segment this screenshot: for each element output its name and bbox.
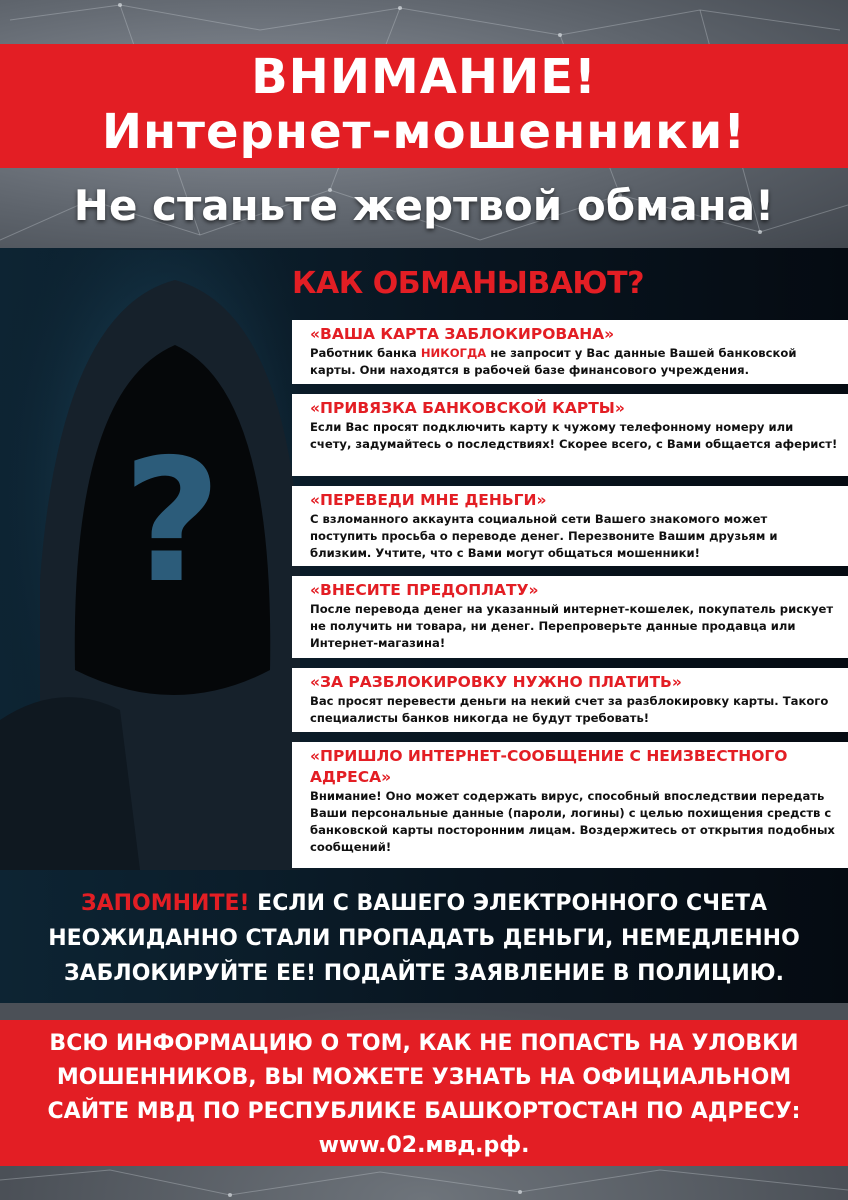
- scam-card-title: «ЗА РАЗБЛОКИРОВКУ НУЖНО ПЛАТИТЬ»: [310, 673, 682, 691]
- scam-card: [292, 668, 848, 732]
- highlight-never: НИКОГДА: [420, 346, 487, 360]
- scam-card: [292, 320, 848, 384]
- info-banner: [0, 1020, 848, 1166]
- scam-card-text: После перевода денег на указанный интернет-кошелек, покупатель рискует не получить ни товара, ни денег. Перепроверьте данные продавца или Интернет-магазина!: [310, 602, 834, 650]
- info-line-2: МОШЕННИКОВ, ВЫ МОЖЕТЕ УЗНАТЬ НА ОФИЦИАЛЬНОМ: [56, 1065, 792, 1090]
- scam-card-title: «ПРИШЛО ИНТЕРНЕТ-СООБЩЕНИЕ С НЕИЗВЕСТНОГО АДРЕСА»: [310, 747, 788, 786]
- scam-card-text: Вас просят перевести деньги на некий счет за разблокировку карты. Такого специалисты банков никогда не будут требовать!: [310, 694, 829, 725]
- scam-card-title: «ВНЕСИТЕ ПРЕДОПЛАТУ»: [310, 581, 539, 599]
- scam-card-title: «ПРИВЯЗКА БАНКОВСКОЙ КАРТЫ»: [310, 399, 625, 417]
- scam-card-text: Если Вас просят подключить карту к чужому телефонному номеру или счету, задумайтесь о последствиях! Скорее всего, с Вами общается аферист!: [310, 420, 838, 451]
- scam-card: [292, 486, 848, 566]
- remember-text: ЕСЛИ С ВАШЕГО ЭЛЕКТРОННОГО СЧЕТА НЕОЖИДАННО СТАЛИ ПРОПАДАТЬ ДЕНЬГИ, НЕМЕДЛЕННО ЗАБЛОКИРУЙТЕ ЕЕ! ПОДАЙТЕ ЗАЯВЛЕНИЕ В ПОЛИЦИЮ.: [48, 891, 800, 986]
- scam-card: [292, 576, 848, 658]
- scam-card-title: «ПЕРЕВЕДИ МНЕ ДЕНЬГИ»: [310, 491, 547, 509]
- scam-card-text: Внимание! Оно может содержать вирус, способный впоследствии передать Ваши персональные данные (пароли, логины) с целью похищения средств с банковской карты посторонним лицам. Воздержитесь от открытия подобных сообщений!: [310, 789, 835, 854]
- website-url[interactable]: www.02.мвд.рф.: [318, 1133, 530, 1158]
- info-line-1: ВСЮ ИНФОРМАЦИЮ О ТОМ, КАК НЕ ПОПАСТЬ НА УЛОВКИ: [49, 1031, 799, 1056]
- scam-card: [292, 394, 848, 476]
- subtitle: Не станьте жертвой обмана!: [73, 181, 775, 230]
- warning-banner: [0, 44, 848, 168]
- warning-title: ВНИМАНИЕ!: [251, 49, 597, 105]
- scam-card: [292, 742, 848, 868]
- scam-card-text: Работник банка НИКОГДА не запросит у Вас данные Вашей банковской карты. Они находятся в рабочей базе финансового учреждения.: [310, 346, 797, 377]
- svg-text:?: ?: [122, 423, 222, 621]
- section-title: КАК ОБМАНЫВАЮТ?: [292, 266, 645, 301]
- remember-notice: [0, 886, 848, 991]
- hooded-figure-question-mark-icon: [0, 250, 300, 870]
- info-line-3: САЙТЕ МВД ПО РЕСПУБЛИКЕ БАШКОРТОСТАН ПО АДРЕСУ:: [47, 1099, 801, 1124]
- scam-card-text: С взломанного аккаунта социальной сети Вашего знакомого может поступить просьба о переводе денег. Перезвоните Вашим друзьям и близким. Учтите, что с Вами могут общаться мошенники!: [310, 512, 778, 560]
- scam-card-title: «ВАША КАРТА ЗАБЛОКИРОВАНА»: [310, 325, 615, 343]
- warning-subject: Интернет-мошенники!: [101, 104, 747, 160]
- remember-highlight: ЗАПОМНИТЕ!: [80, 891, 250, 916]
